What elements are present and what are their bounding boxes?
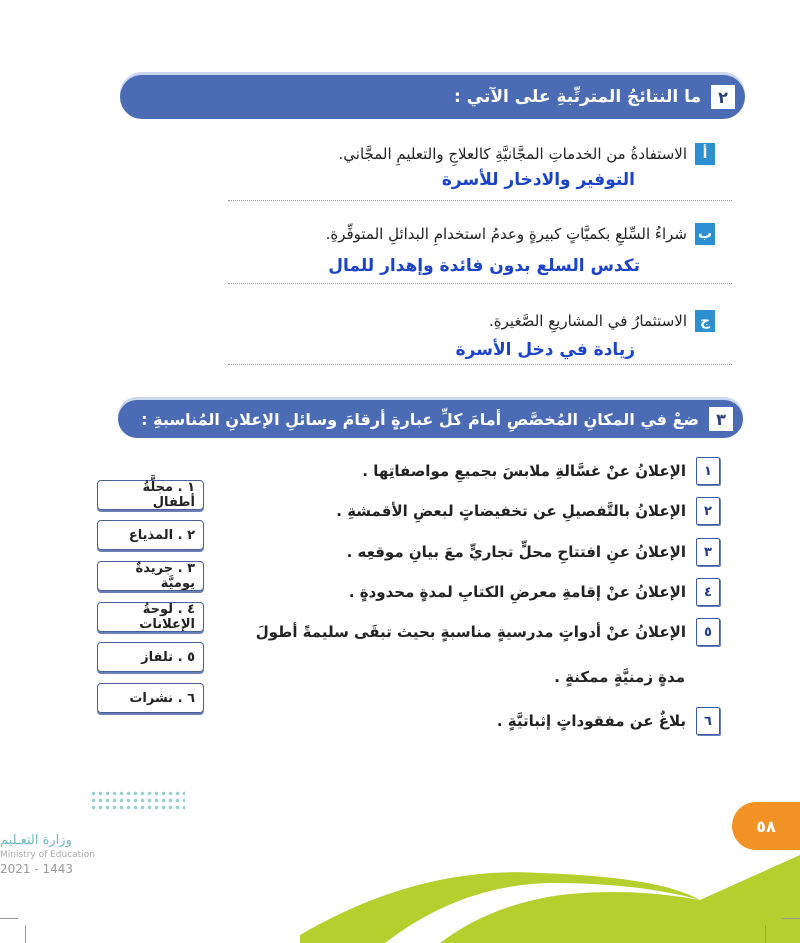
statement-text: الإعلانُ عنْ غسَّالةِ ملابسَ بجميعِ مواصفاتِها . bbox=[362, 462, 686, 480]
answer-c[interactable]: زيادة في دخل الأسرة bbox=[455, 340, 635, 360]
answer-box[interactable]: ١ bbox=[696, 457, 720, 485]
section-2-header bbox=[120, 75, 745, 119]
crop-mark bbox=[782, 918, 800, 919]
section-title: ما النتائجُ المترتِّبةِ على الآتي : bbox=[454, 87, 701, 107]
statement-text: الإعلانُ بالتَّفصيلِ عن تخفيضاتٍ لبعضِ الأقمشةِ . bbox=[336, 502, 686, 520]
answer-box[interactable]: ٣ bbox=[696, 538, 720, 566]
question-text: شراءُ السِّلعِ بكميَّاتٍ كبيرةٍ وعدمُ استخدامِ البدائلِ المتوفِّرةِ. bbox=[325, 225, 687, 243]
answer-box[interactable]: ٢ bbox=[696, 497, 720, 525]
crop-mark bbox=[0, 918, 18, 919]
answer-line bbox=[228, 200, 732, 201]
statement-text: بلاغٌ عن مفقوداتٍ إثباتيَّةٍ . bbox=[496, 712, 686, 730]
section-number: ٢ bbox=[711, 85, 735, 109]
answer-box[interactable]: ٦ bbox=[696, 707, 720, 735]
page-number: ٥٨ bbox=[732, 802, 800, 850]
question-letter: ج bbox=[695, 310, 715, 332]
question-c bbox=[489, 310, 715, 332]
answer-line bbox=[228, 283, 732, 284]
section-title: ضعْ في المكانِ المُخصَّصِ أمامَ كلِّ عبارةٍ أرقامَ وسائلِ الإعلانِ المُناسبةِ : bbox=[141, 409, 699, 429]
statement-4 bbox=[349, 578, 720, 606]
section-number: ٣ bbox=[709, 407, 733, 431]
year: 2021 - 1443 bbox=[0, 862, 74, 876]
crop-mark bbox=[765, 925, 766, 943]
option-box: ٤ . لوحةُ الإعلانات bbox=[97, 602, 204, 632]
question-letter: ب bbox=[695, 223, 715, 245]
ministry-name-ar: وزارة التعـليم bbox=[0, 833, 72, 848]
crop-mark bbox=[25, 925, 26, 943]
statement-5 bbox=[256, 618, 720, 646]
answer-box[interactable]: ٤ bbox=[696, 578, 720, 606]
statement-6 bbox=[497, 707, 720, 735]
section-3-header bbox=[118, 400, 743, 438]
statement-text: الإعلانُ عنْ أدواتٍ مدرسيةٍ مناسبةٍ بحيث تبقَى سليمةً أطولَ bbox=[255, 623, 686, 641]
question-letter: أ bbox=[695, 143, 715, 165]
question-b bbox=[326, 223, 715, 245]
statement-2 bbox=[336, 497, 720, 525]
statement-5-continued: مدةٍ زمنيَّةٍ ممكنةٍ . bbox=[554, 668, 685, 686]
statement-3 bbox=[347, 538, 720, 566]
option-box: ٢ . المذياع bbox=[97, 520, 204, 550]
answer-line bbox=[228, 364, 732, 365]
answer-b[interactable]: تكدس السلع بدون فائدة وإهدار للمال bbox=[328, 256, 640, 276]
option-box: ١ . مجلَّةُ أطفال bbox=[97, 480, 204, 510]
question-text: الاستفادةُ من الخدماتِ المجَّانيَّةِ كالعلاجِ والتعليمِ المجَّاني. bbox=[338, 145, 687, 163]
option-box: ٣ . جريدةٌ يوميَّة bbox=[97, 561, 204, 591]
answer-a[interactable]: التوفير والادخار للأسرة bbox=[441, 170, 635, 190]
option-box: ٦ . نشرات bbox=[97, 683, 204, 713]
statement-text: الإعلانُ عنِ افتتاحِ محلٍّ تجاريٍّ معَ بيانِ موقعِه . bbox=[346, 543, 686, 561]
statement-text: الإعلانُ عنْ إقامةِ معرضِ الكتابِ لمدةٍ محدودةٍ . bbox=[348, 583, 686, 601]
ministry-name-en: Ministry of Education bbox=[0, 850, 95, 860]
question-a bbox=[339, 143, 715, 165]
decorative-green-wave bbox=[300, 855, 800, 943]
answer-box[interactable]: ٥ bbox=[696, 618, 720, 646]
option-box: ٥ . تلفاز bbox=[97, 642, 204, 672]
ministry-logo-icon bbox=[90, 790, 185, 812]
question-text: الاستثمارُ في المشاريعِ الصَّغيرةِ. bbox=[489, 312, 687, 330]
statement-1 bbox=[362, 457, 720, 485]
